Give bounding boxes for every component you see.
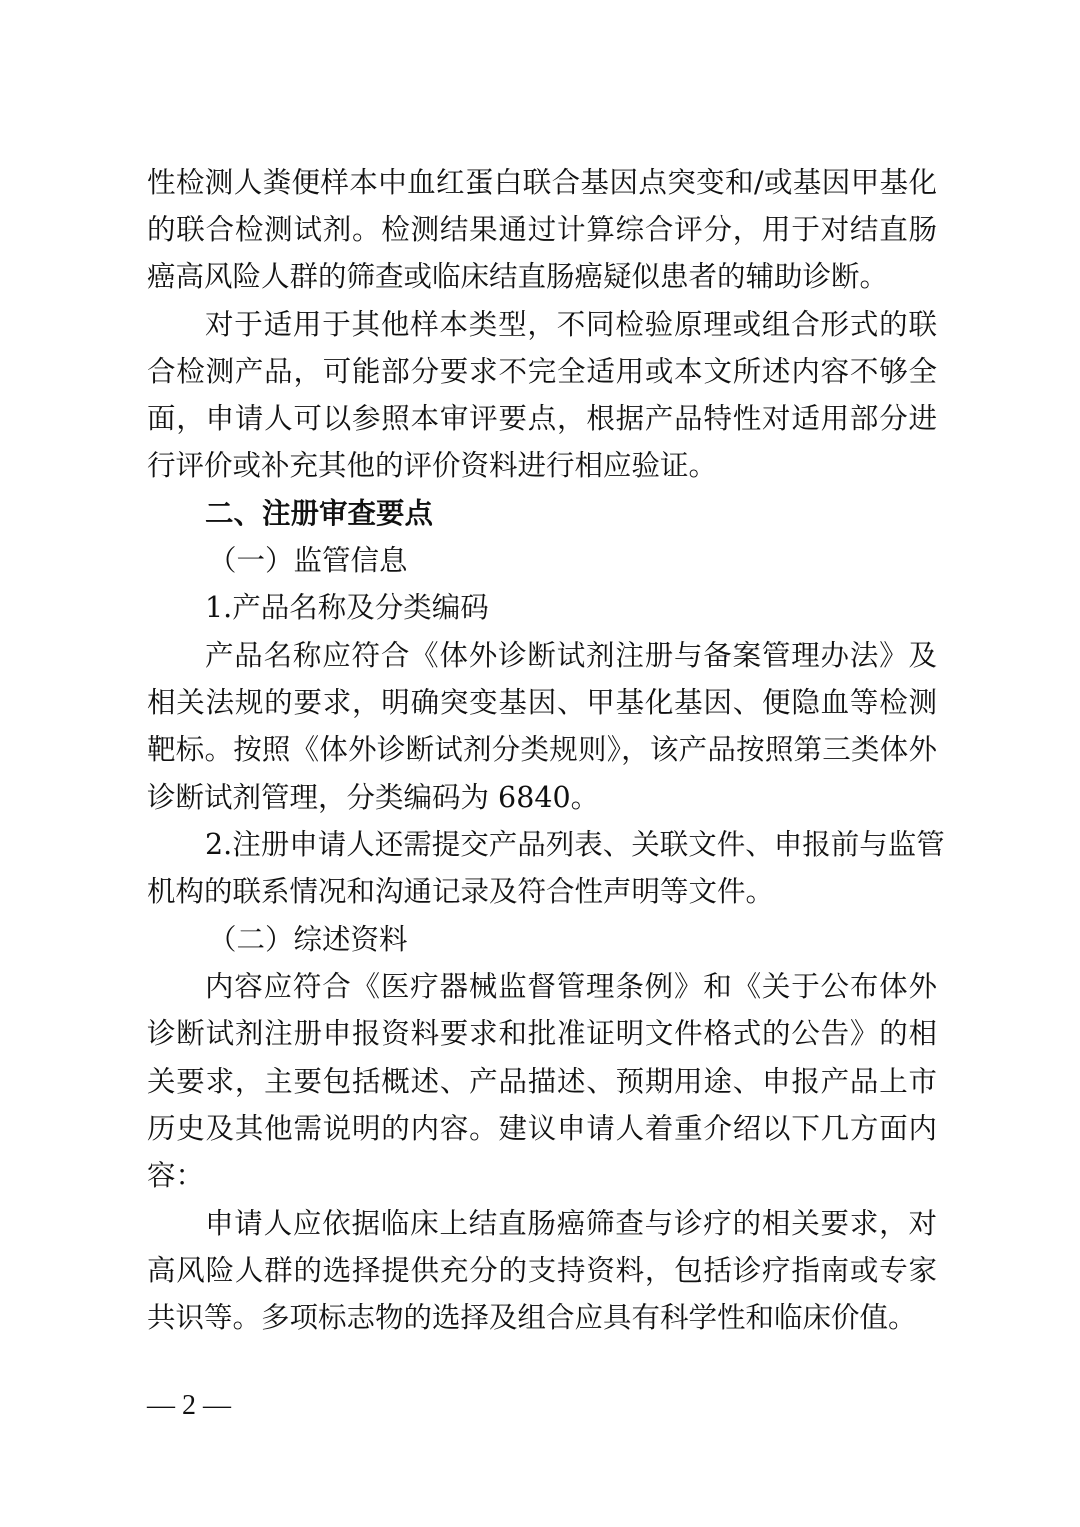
paragraph-line: 靶标。按照《体外诊断试剂分类规则》，该产品按照第三类体外 (147, 733, 937, 766)
paragraph-line: 容： (147, 1159, 205, 1192)
paragraph-line: 历史及其他需说明的内容。建议申请人着重介绍以下几方面内 (147, 1112, 937, 1145)
paragraph-line: 共识等。多项标志物的选择及组合应具有科学性和临床价值。 (147, 1301, 917, 1334)
paragraph-line: 关要求，主要包括概述、产品描述、预期用途、申报产品上市 (147, 1065, 937, 1098)
paragraph-line: 性检测人粪便样本中血红蛋白联合基因点突变和/或基因甲基化 (147, 166, 937, 199)
paragraph-line: 面，申请人可以参照本审评要点，根据产品特性对适用部分进 (147, 402, 937, 435)
subsection-heading: （二）综述资料 (208, 923, 408, 956)
subsection-heading: （一）监管信息 (208, 544, 408, 577)
page-number: — 2 — (147, 1390, 231, 1421)
paragraph-line: 高风险人群的选择提供充分的支持资料，包括诊疗指南或专家 (147, 1254, 937, 1287)
paragraph-line: 癌高风险人群的筛查或临床结直肠癌疑似患者的辅助诊断。 (147, 260, 889, 293)
paragraph-line: 的联合检测试剂。检测结果通过计算综合评分，用于对结直肠 (147, 213, 937, 246)
paragraph-line: 相关法规的要求，明确突变基因、甲基化基因、便隐血等检测 (147, 686, 937, 719)
paragraph-line: 机构的联系情况和沟通记录及符合性声明等文件。 (147, 875, 775, 908)
paragraph-line: 内容应符合《医疗器械监督管理条例》和《关于公布体外 (205, 970, 937, 1003)
paragraph-line: 诊断试剂注册申报资料要求和批准证明文件格式的公告》的相 (147, 1017, 937, 1050)
paragraph-line: 2.注册申请人还需提交产品列表、关联文件、申报前与监管 (205, 828, 945, 861)
paragraph-line: 诊断试剂管理，分类编码为 6840。 (147, 781, 600, 814)
section-heading: 二、注册审查要点 (205, 497, 434, 530)
paragraph-line: 行评价或补充其他的评价资料进行相应验证。 (147, 449, 718, 482)
paragraph-line: 合检测产品，可能部分要求不完全适用或本文所述内容不够全 (147, 355, 937, 388)
item-title: 1.产品名称及分类编码 (205, 591, 489, 624)
paragraph-line: 产品名称应符合《体外诊断试剂注册与备案管理办法》及 (205, 639, 937, 672)
paragraph-line: 对于适用于其他样本类型，不同检验原理或组合形式的联 (205, 308, 937, 341)
paragraph-line: 申请人应依据临床上结直肠癌筛查与诊疗的相关要求，对 (205, 1207, 937, 1240)
